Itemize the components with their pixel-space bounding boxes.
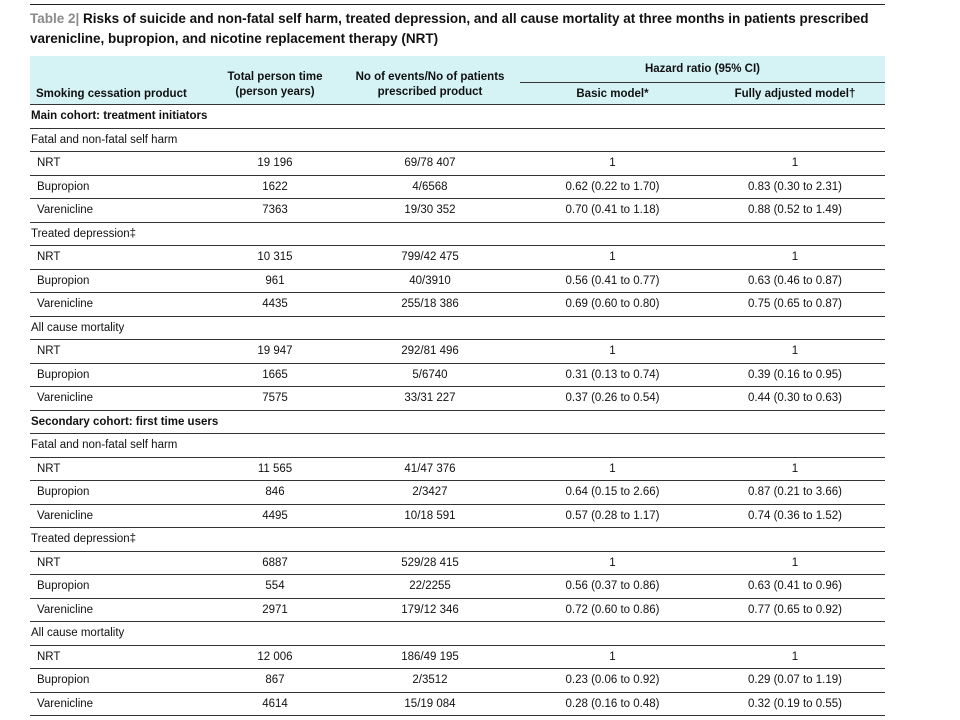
adjusted-model-cell: 1 <box>705 645 885 669</box>
person-time-cell: 1665 <box>210 363 340 387</box>
header-basic-model: Basic model* <box>520 83 705 105</box>
events-cell: 4/6568 <box>340 175 520 199</box>
events-cell: 179/12 346 <box>340 598 520 622</box>
product-cell: Bupropion <box>30 363 210 387</box>
table-row <box>30 645 885 669</box>
adjusted-model-cell: 0.87 (0.21 to 3.66) <box>705 481 885 505</box>
person-time-cell: 12 006 <box>210 645 340 669</box>
outcome-header-row <box>30 528 885 552</box>
basic-model-cell: 1 <box>520 152 705 176</box>
header-events <box>340 56 520 105</box>
table-row <box>30 269 885 293</box>
adjusted-model-cell: 0.77 (0.65 to 0.92) <box>705 598 885 622</box>
adjusted-model-cell: 0.44 (0.30 to 0.63) <box>705 387 885 411</box>
basic-model-cell: 0.57 (0.28 to 1.17) <box>520 504 705 528</box>
table-row <box>30 363 885 387</box>
events-cell: 529/28 415 <box>340 551 520 575</box>
adjusted-model-cell: 1 <box>705 340 885 364</box>
adjusted-model-cell: 0.75 (0.65 to 0.87) <box>705 293 885 317</box>
product-cell: Varenicline <box>30 387 210 411</box>
product-cell: NRT <box>30 457 210 481</box>
adjusted-model-cell: 1 <box>705 152 885 176</box>
outcome-label: Treated depression‡ <box>30 222 885 246</box>
product-cell: NRT <box>30 152 210 176</box>
table-title: Risks of suicide and non-fatal self harm, treated depression, and all cause mortality at three months in patients prescribed varenicline, bupropion, and nicotine replacement therapy (NRT) <box>30 11 869 46</box>
outcome-label: All cause mortality <box>30 316 885 340</box>
table-label: Table 2| <box>30 11 80 26</box>
table-header <box>30 56 885 105</box>
header-person-time-label: Total person time <box>227 71 323 83</box>
person-time-cell: 6887 <box>210 551 340 575</box>
table-row <box>30 199 885 223</box>
person-time-cell: 846 <box>210 481 340 505</box>
header-events-label: No of events/No of patients <box>355 71 505 83</box>
product-cell: NRT <box>30 645 210 669</box>
product-cell: Varenicline <box>30 598 210 622</box>
person-time-cell: 7363 <box>210 199 340 223</box>
table-row <box>30 669 885 693</box>
basic-model-cell: 1 <box>520 551 705 575</box>
table-row <box>30 692 885 716</box>
adjusted-model-cell: 1 <box>705 457 885 481</box>
product-cell: Bupropion <box>30 269 210 293</box>
events-cell: 10/18 591 <box>340 504 520 528</box>
cohort-label: Secondary cohort: first time users <box>30 410 885 434</box>
product-cell: Bupropion <box>30 669 210 693</box>
table-row <box>30 152 885 176</box>
person-time-cell: 7575 <box>210 387 340 411</box>
results-table <box>30 56 885 716</box>
adjusted-model-cell: 0.32 (0.19 to 0.55) <box>705 692 885 716</box>
basic-model-cell: 0.28 (0.16 to 0.48) <box>520 692 705 716</box>
basic-model-cell: 1 <box>520 645 705 669</box>
events-cell: 799/42 475 <box>340 246 520 270</box>
basic-model-cell: 0.64 (0.15 to 2.66) <box>520 481 705 505</box>
events-cell: 33/31 227 <box>340 387 520 411</box>
table-row <box>30 575 885 599</box>
table-row <box>30 246 885 270</box>
basic-model-cell: 0.72 (0.60 to 0.86) <box>520 598 705 622</box>
outcome-label: Fatal and non-fatal self harm <box>30 434 885 458</box>
header-product: Smoking cessation product <box>30 56 210 105</box>
adjusted-model-cell: 0.29 (0.07 to 1.19) <box>705 669 885 693</box>
product-cell: Varenicline <box>30 692 210 716</box>
adjusted-model-cell: 1 <box>705 551 885 575</box>
product-cell: NRT <box>30 246 210 270</box>
events-cell: 2/3427 <box>340 481 520 505</box>
top-rule <box>30 4 885 5</box>
outcome-label: Treated depression‡ <box>30 528 885 552</box>
person-time-cell: 961 <box>210 269 340 293</box>
person-time-cell: 867 <box>210 669 340 693</box>
outcome-header-row <box>30 434 885 458</box>
product-cell: Varenicline <box>30 293 210 317</box>
person-time-cell: 4435 <box>210 293 340 317</box>
product-cell: Bupropion <box>30 481 210 505</box>
person-time-cell: 11 565 <box>210 457 340 481</box>
table-row <box>30 387 885 411</box>
table-body <box>30 105 885 716</box>
table-row <box>30 340 885 364</box>
events-cell: 186/49 195 <box>340 645 520 669</box>
adjusted-model-cell: 0.63 (0.46 to 0.87) <box>705 269 885 293</box>
product-cell: NRT <box>30 340 210 364</box>
events-cell: 22/2255 <box>340 575 520 599</box>
table-row <box>30 551 885 575</box>
person-time-cell: 4614 <box>210 692 340 716</box>
header-events-sub: prescribed product <box>377 86 483 98</box>
person-time-cell: 554 <box>210 575 340 599</box>
table-row <box>30 457 885 481</box>
events-cell: 5/6740 <box>340 363 520 387</box>
basic-model-cell: 0.62 (0.22 to 1.70) <box>520 175 705 199</box>
outcome-header-row <box>30 128 885 152</box>
table-caption <box>30 9 880 49</box>
table-row <box>30 481 885 505</box>
header-person-time <box>210 56 340 105</box>
adjusted-model-cell: 0.63 (0.41 to 0.96) <box>705 575 885 599</box>
events-cell: 255/18 386 <box>340 293 520 317</box>
person-time-cell: 4495 <box>210 504 340 528</box>
person-time-cell: 2971 <box>210 598 340 622</box>
person-time-cell: 1622 <box>210 175 340 199</box>
header-hazard-ratio: Hazard ratio (95% CI) <box>520 56 885 83</box>
adjusted-model-cell: 1 <box>705 246 885 270</box>
basic-model-cell: 0.23 (0.06 to 0.92) <box>520 669 705 693</box>
outcome-header-row <box>30 222 885 246</box>
product-cell: NRT <box>30 551 210 575</box>
events-cell: 40/3910 <box>340 269 520 293</box>
product-cell: Varenicline <box>30 504 210 528</box>
product-cell: Varenicline <box>30 199 210 223</box>
outcome-header-row <box>30 316 885 340</box>
outcome-label: Fatal and non-fatal self harm <box>30 128 885 152</box>
basic-model-cell: 0.56 (0.37 to 0.86) <box>520 575 705 599</box>
adjusted-model-cell: 0.88 (0.52 to 1.49) <box>705 199 885 223</box>
outcome-label: All cause mortality <box>30 622 885 646</box>
basic-model-cell: 1 <box>520 246 705 270</box>
header-person-time-unit: (person years) <box>235 86 315 98</box>
cohort-header-row <box>30 105 885 129</box>
cohort-label: Main cohort: treatment initiators <box>30 105 885 129</box>
product-cell: Bupropion <box>30 175 210 199</box>
person-time-cell: 19 947 <box>210 340 340 364</box>
events-cell: 15/19 084 <box>340 692 520 716</box>
cohort-header-row <box>30 410 885 434</box>
events-cell: 19/30 352 <box>340 199 520 223</box>
basic-model-cell: 1 <box>520 457 705 481</box>
basic-model-cell: 1 <box>520 340 705 364</box>
basic-model-cell: 0.56 (0.41 to 0.77) <box>520 269 705 293</box>
table-row <box>30 293 885 317</box>
basic-model-cell: 0.69 (0.60 to 0.80) <box>520 293 705 317</box>
basic-model-cell: 0.70 (0.41 to 1.18) <box>520 199 705 223</box>
outcome-header-row <box>30 622 885 646</box>
adjusted-model-cell: 0.74 (0.36 to 1.52) <box>705 504 885 528</box>
events-cell: 69/78 407 <box>340 152 520 176</box>
person-time-cell: 19 196 <box>210 152 340 176</box>
adjusted-model-cell: 0.39 (0.16 to 0.95) <box>705 363 885 387</box>
product-cell: Bupropion <box>30 575 210 599</box>
basic-model-cell: 0.37 (0.26 to 0.54) <box>520 387 705 411</box>
table-row <box>30 504 885 528</box>
table-row <box>30 598 885 622</box>
person-time-cell: 10 315 <box>210 246 340 270</box>
basic-model-cell: 0.31 (0.13 to 0.74) <box>520 363 705 387</box>
events-cell: 292/81 496 <box>340 340 520 364</box>
events-cell: 41/47 376 <box>340 457 520 481</box>
events-cell: 2/3512 <box>340 669 520 693</box>
table-row <box>30 175 885 199</box>
header-adjusted-model: Fully adjusted model† <box>705 83 885 105</box>
adjusted-model-cell: 0.83 (0.30 to 2.31) <box>705 175 885 199</box>
